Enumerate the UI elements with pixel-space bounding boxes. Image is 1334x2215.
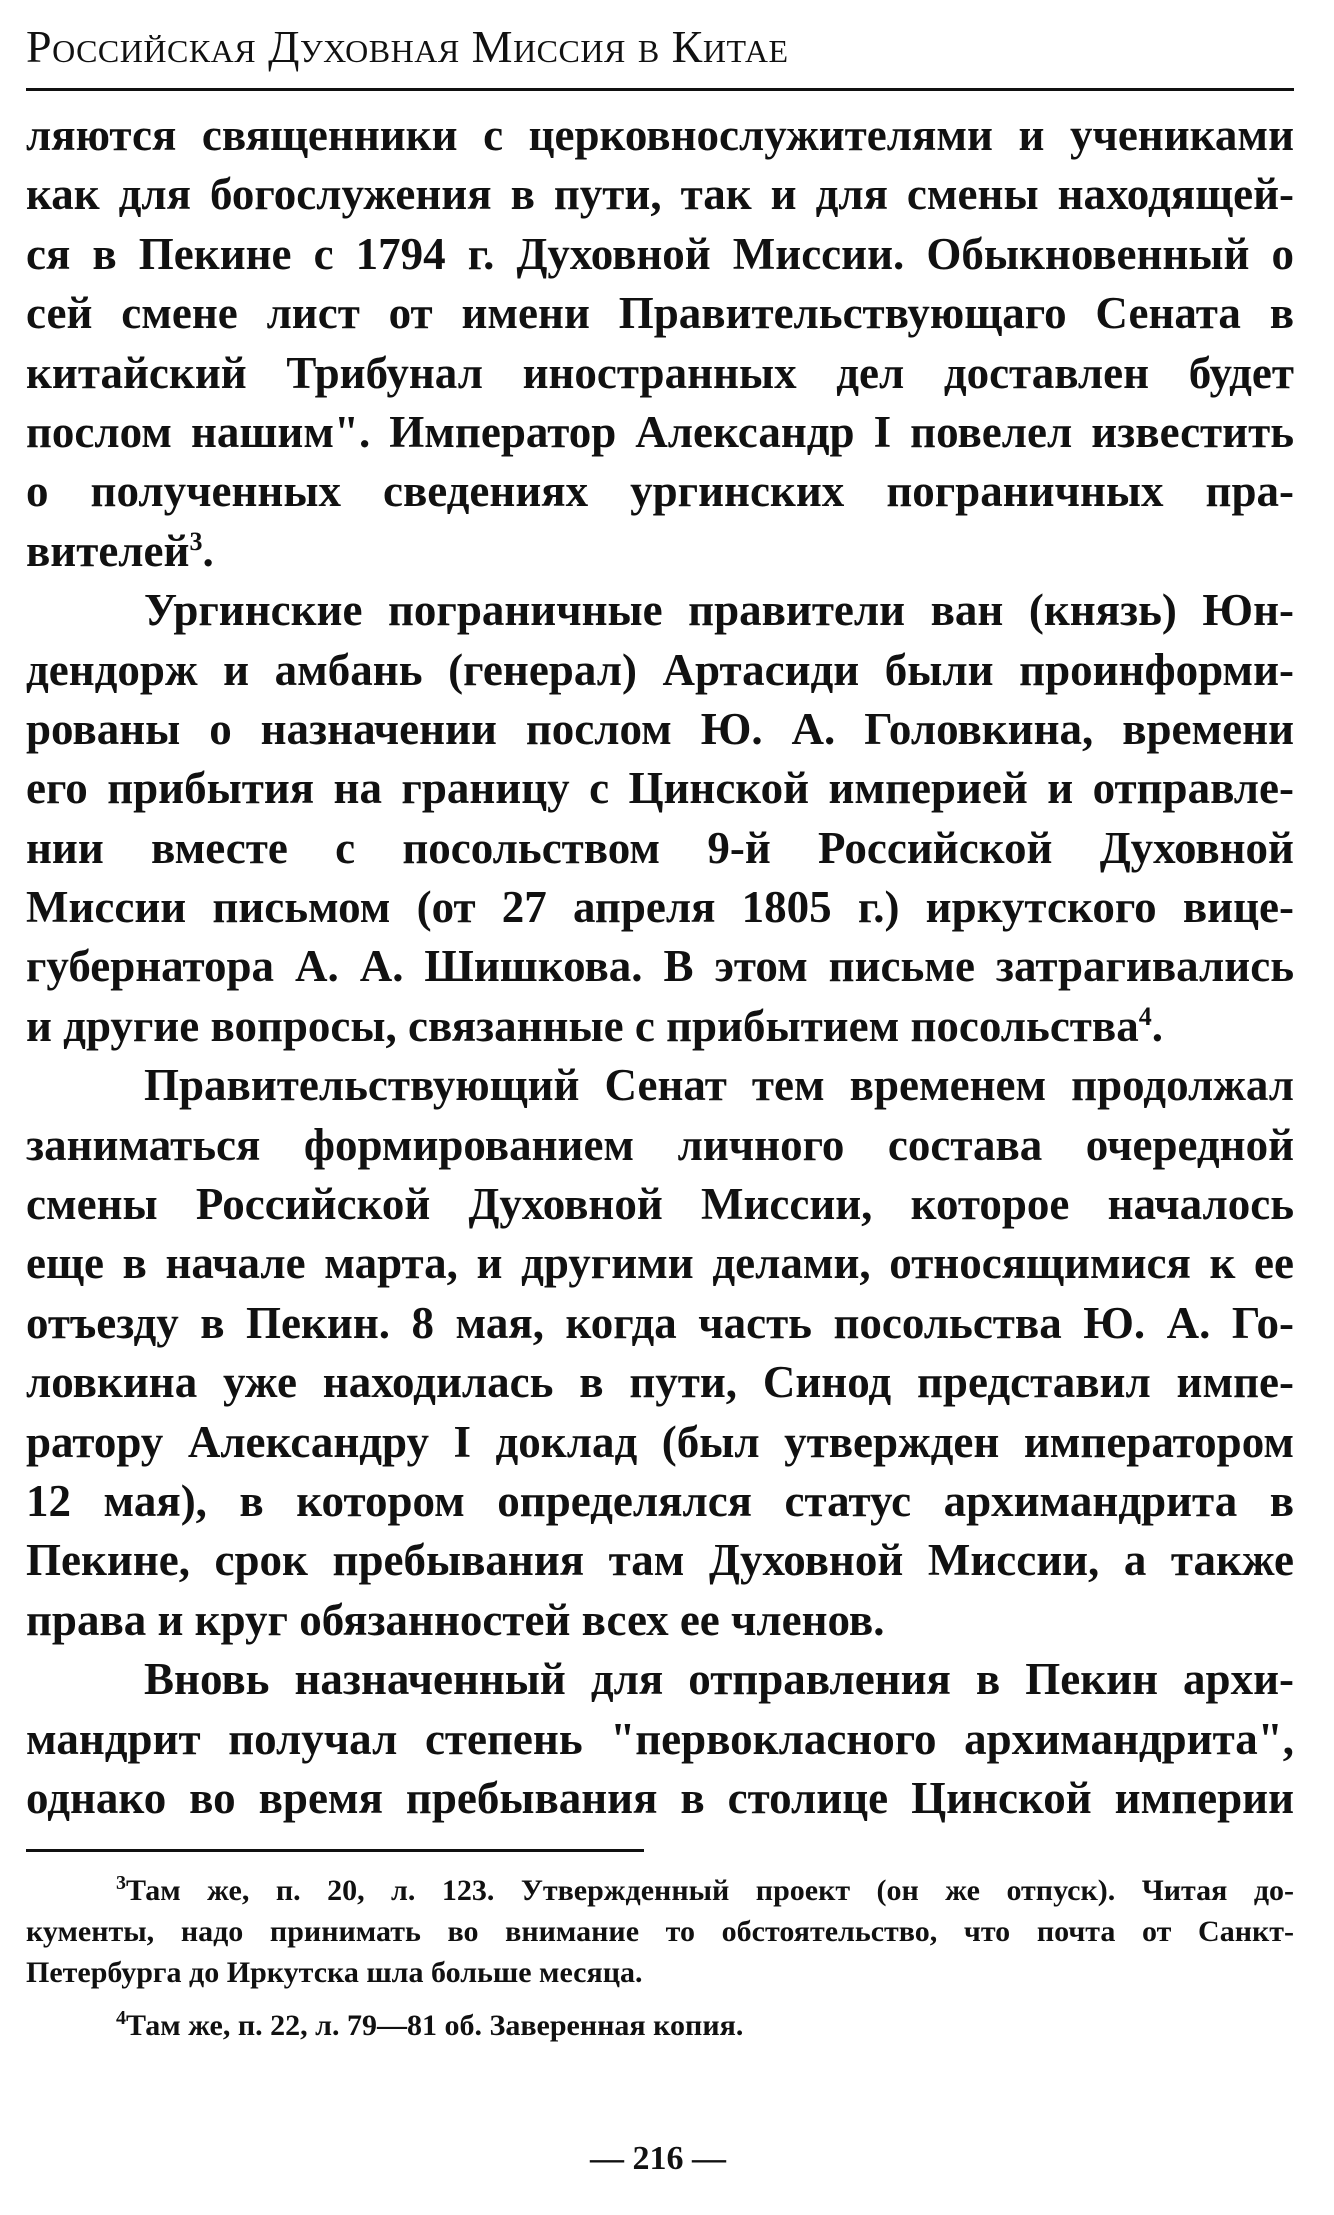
footnote-3-line: кументы, надо принимать во внимание то обстоятельство, что почта от Санкт- [26, 1915, 1294, 1948]
footnote-rule [26, 1849, 644, 1852]
text-line: Пекине, срок пребывания там Духовной Миссии, а также [26, 1535, 1294, 1586]
text-line: ратору Александру I доклад (был утвержден императором [26, 1416, 1294, 1467]
text-line: рованы о назначении послом Ю. А. Головкина, времени [26, 703, 1294, 754]
header-rule [26, 88, 1294, 91]
text-line-paragraph-end: права и круг обязанностей всех ее членов. [26, 1594, 885, 1645]
text-line: его прибытия на границу с Цинской империей и отправле- [26, 763, 1294, 814]
text-line: сей смене лист от имени Правительствующаго Сената в [26, 288, 1294, 339]
text-line-paragraph-end [26, 997, 1294, 1056]
footnote-4-line [26, 2005, 1294, 2046]
text-line: дендорж и амбань (генерал) Артасиди были проинформи- [26, 644, 1294, 695]
text-line-paragraph-end [26, 522, 1294, 581]
text-line-paragraph-start: Ургинские пограничные правители ван (князь) Юн- [144, 585, 1294, 636]
text-fragment: . [1151, 1000, 1163, 1051]
text-line: отъезду в Пекин. 8 мая, когда часть посольства Ю. А. Го- [26, 1297, 1294, 1348]
footnote-ref-3: 3 [189, 526, 203, 556]
text-line: заниматься формированием личного состава очередной [26, 1119, 1294, 1170]
text-line: китайский Трибунал иностранных дел доставлен будет [26, 347, 1294, 398]
text-line: о полученных сведениях ургинских пограничных пра- [26, 466, 1294, 517]
text-fragment: вителей [26, 525, 190, 576]
running-head [26, 22, 789, 73]
footnote-gap [26, 1993, 1294, 2005]
text-line: 12 мая), в котором определялся статус архимандрита в [26, 1475, 1294, 1526]
text-fragment: и другие вопросы, связанные с прибытием посольства [26, 1000, 1139, 1051]
text-line-paragraph-start: Вновь назначенный для отправления в Пекин архи- [144, 1654, 1294, 1705]
footnote-4-mark: 4 [116, 2007, 126, 2029]
text-line-paragraph-start: Правительствующий Сенат тем временем продолжал [144, 1060, 1294, 1111]
footnote-3-line [26, 1870, 1294, 1911]
text-line: смены Российской Духовной Миссии, которое началось [26, 1179, 1294, 1230]
text-line: послом нашим". Император Александр I повелел известить [26, 406, 1294, 457]
page-number: — 216 — [590, 2140, 726, 2177]
footnote-3-line: Петербурга до Иркутска шла больше месяца. [26, 1956, 643, 1989]
running-head-text: Российская Духовная Миссия в Китае [26, 21, 789, 72]
body-text [26, 106, 1294, 1828]
footnote-4-text: Там же, п. 22, л. 79—81 об. Заверенная копия. [126, 2009, 744, 2042]
text-line: как для богослужения в пути, так и для смены находящей- [26, 169, 1294, 220]
text-fragment: . [202, 525, 214, 576]
footnote-3-mark: 3 [116, 1872, 126, 1894]
text-line: губернатора А. А. Шишкова. В этом письме затрагивались [26, 941, 1294, 992]
footnote-ref-4: 4 [1138, 1001, 1152, 1031]
footnote-3-text: Там же, п. 20, л. 123. Утвержденный проект (он же отпуск). Читая до- [126, 1874, 1294, 1907]
text-line: ся в Пекине с 1794 г. Духовной Миссии. Обыкновенный о [26, 228, 1294, 279]
text-line: нии вместе с посольством 9-й Российской Духовной [26, 822, 1294, 873]
text-line: Миссии письмом (от 27 апреля 1805 г.) иркутского вице- [26, 882, 1294, 933]
text-line: ляются священники с церковнослужителями и учениками [26, 110, 1294, 160]
text-line: еще в начале марта, и другими делами, относящимися к ее [26, 1238, 1294, 1289]
book-page [20, 0, 1296, 2215]
text-line: ловкина уже находилась в пути, Синод представил импе- [26, 1357, 1294, 1408]
footnotes [26, 1870, 1294, 2046]
text-line: однако во время пребывания в столице Цинской империи [26, 1772, 1294, 1823]
text-line: мандрит получал степень "первокласного архимандрита", [26, 1713, 1294, 1764]
